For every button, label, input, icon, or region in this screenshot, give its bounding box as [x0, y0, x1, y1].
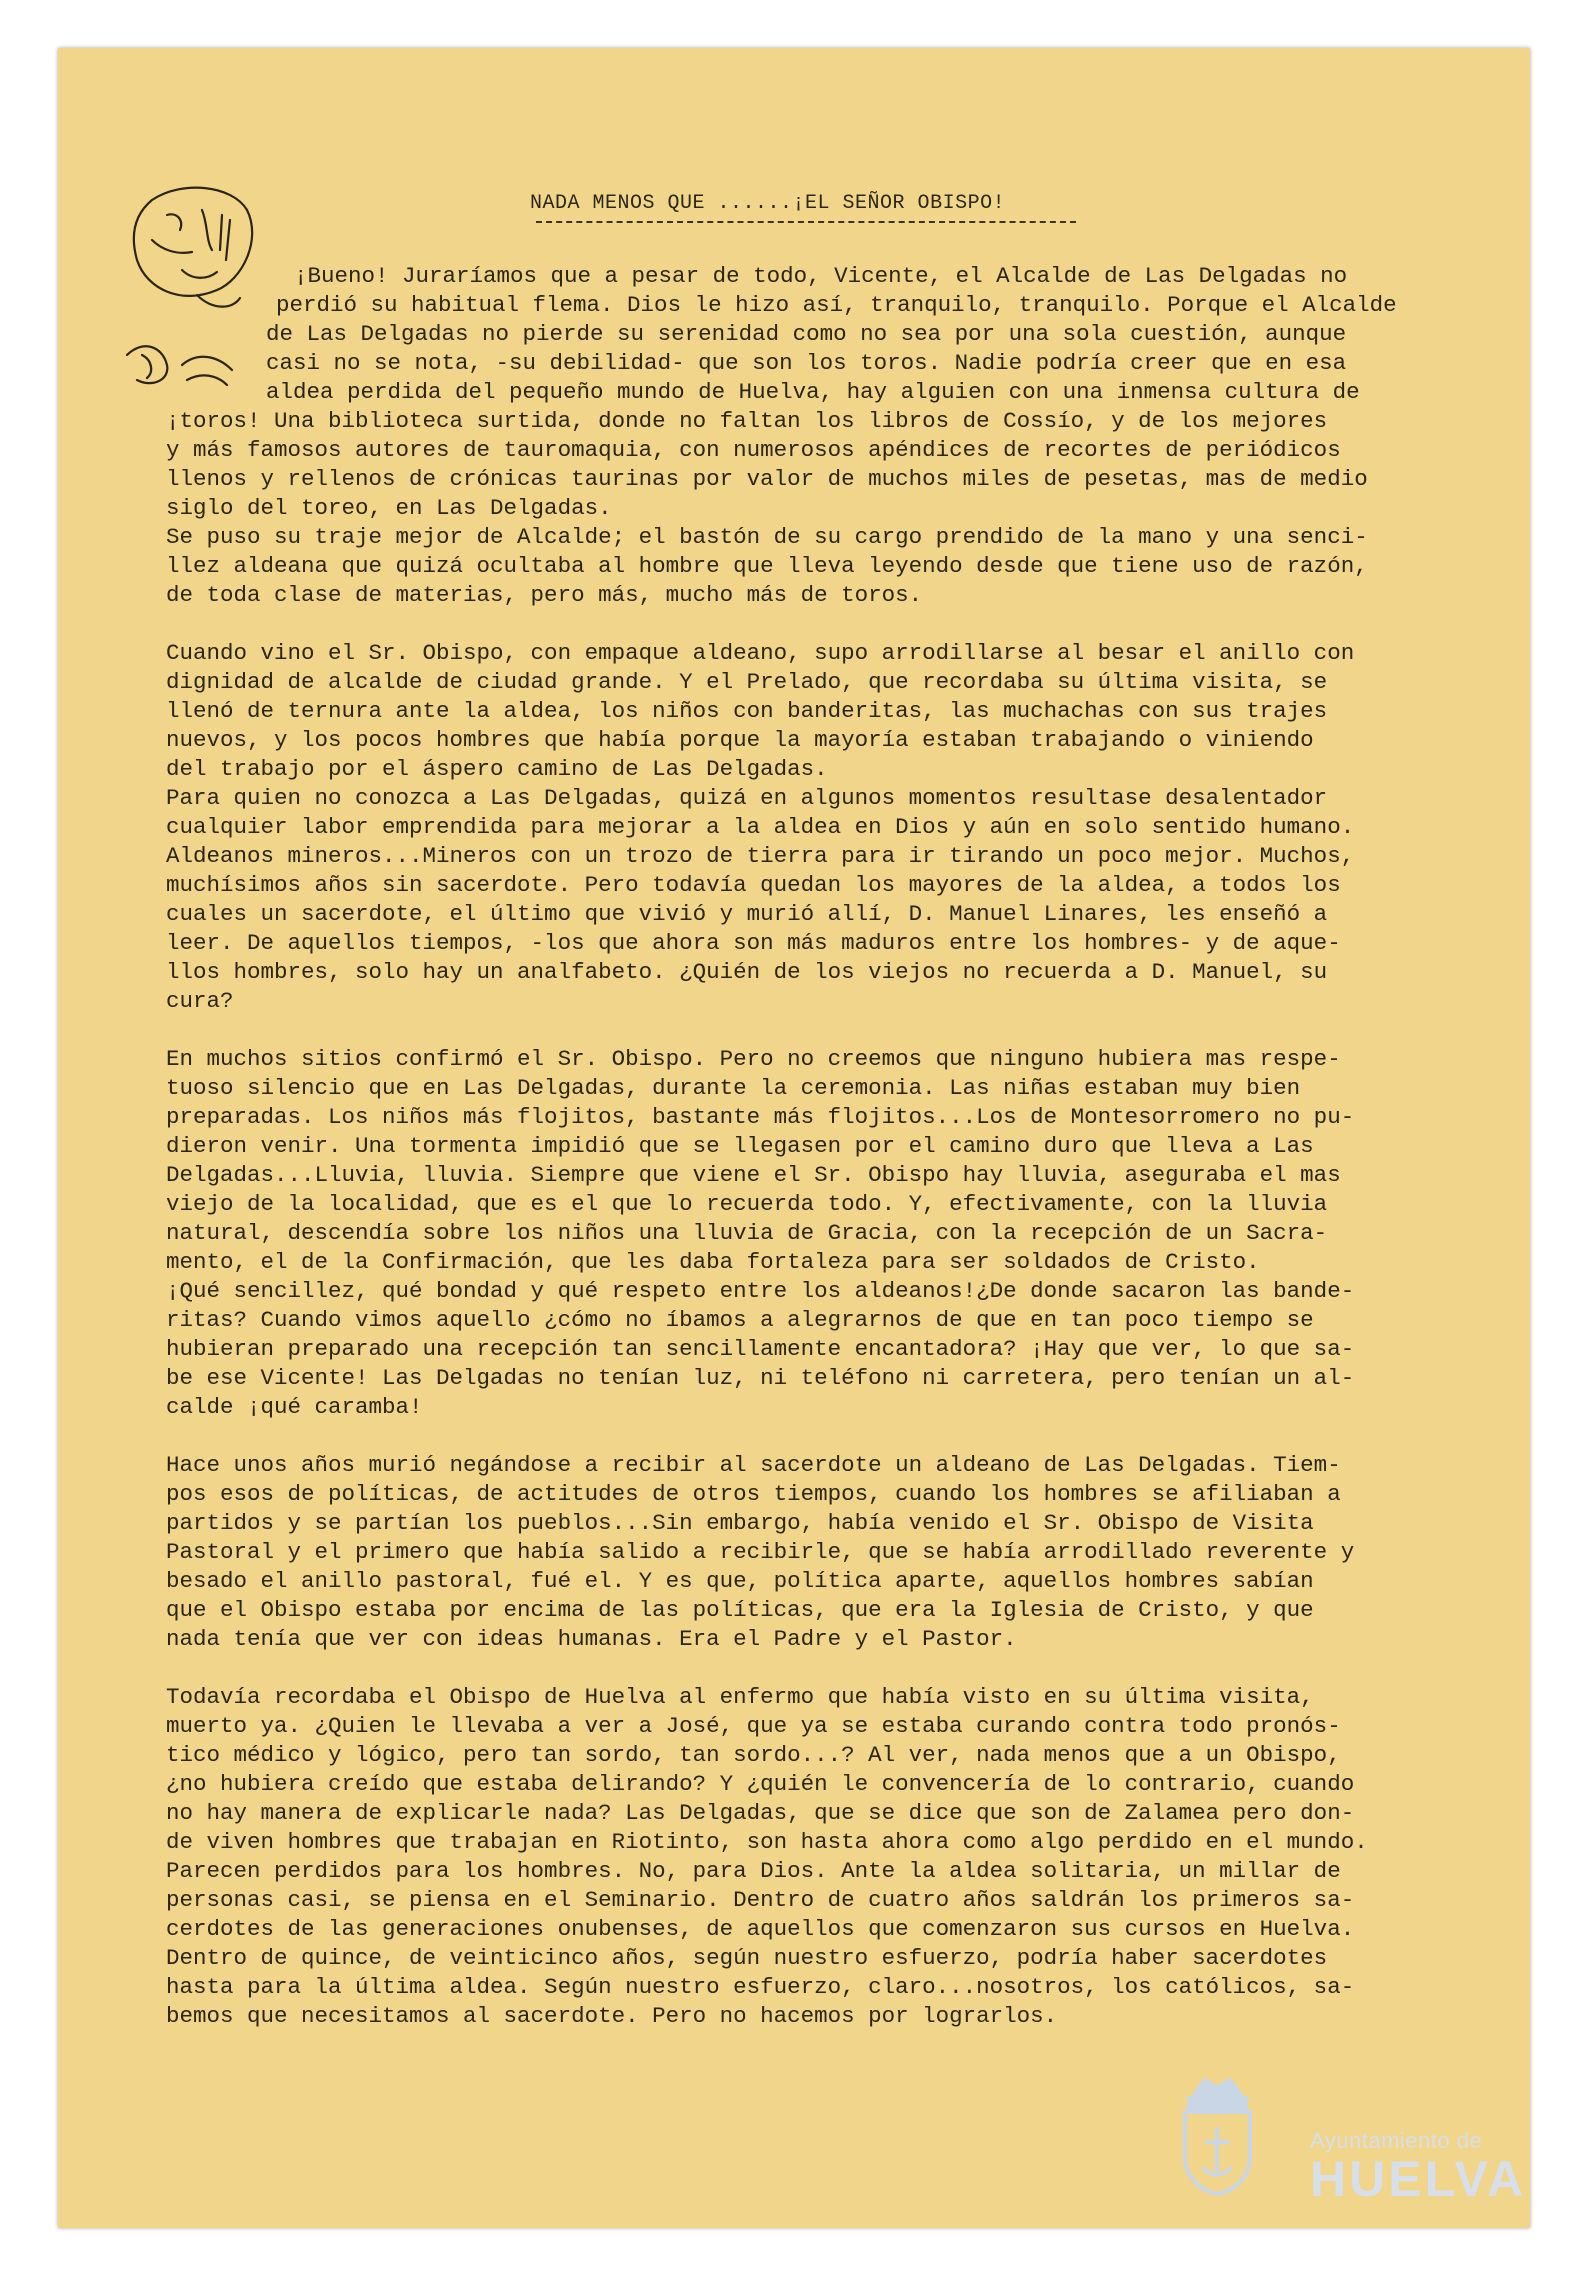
text-line: ¿no hubiera creído que estaba delirando? Y ¿quién le convencería de lo contrario, cuando	[166, 1771, 1355, 1797]
text-line: muerto ya. ¿Quien le llevaba a ver a José, que ya se estaba curando contra todo pronós-	[166, 1713, 1341, 1739]
paragraph-2	[166, 639, 1456, 1016]
text-line: casi no se nota, -su debilidad- que son los toros. Nadie podría creer que en esa	[266, 350, 1347, 376]
paragraph-5	[166, 1683, 1456, 2031]
text-line: cuales un sacerdote, el último que vivió y murió allí, D. Manuel Linares, les enseñó a	[166, 901, 1328, 927]
text-line: cualquier labor emprendida para mejorar a la aldea en Dios y aún en solo sentido humano.	[166, 814, 1355, 840]
text-line: Pastoral y el primero que había salido a recibirle, que se había arrodillado reverente y	[166, 1539, 1355, 1565]
text-line: tuoso silencio que en Las Delgadas, durante la ceremonia. Las niñas estaban muy bien	[166, 1075, 1301, 1101]
text-line: calde ¡qué caramba!	[166, 1394, 423, 1420]
text-line: leer. De aquellos tiempos, -los que ahora son más maduros entre los hombres- y de aque-	[166, 930, 1341, 956]
text-line: cura?	[166, 988, 234, 1014]
text-line: que el Obispo estaba por encima de las políticas, que era la Iglesia de Cristo, y que	[166, 1597, 1314, 1623]
text-line: siglo del toreo, en Las Delgadas.	[166, 495, 612, 521]
text-line: viejo de la localidad, que es el que lo recuerda todo. Y, efectivamente, con la lluvia	[166, 1191, 1328, 1217]
text-line: besado el anillo pastoral, fué el. Y es que, política aparte, aquellos hombres sabían	[166, 1568, 1314, 1594]
text-line: llenó de ternura ante la aldea, los niños con banderitas, las muchachas con sus trajes	[166, 698, 1328, 724]
text-line: nada tenía que ver con ideas humanas. Era el Padre y el Pastor.	[166, 1626, 1017, 1652]
text-line: dignidad de alcalde de ciudad grande. Y el Prelado, que recordaba su última visita, se	[166, 669, 1328, 695]
watermark-line2: HUELVA	[1310, 2151, 1527, 2207]
text-line: mento, el de la Confirmación, que les daba fortaleza para ser soldados de Cristo.	[166, 1249, 1260, 1275]
text-line: Cuando vino el Sr. Obispo, con empaque aldeano, supo arrodillarse al besar el anillo con	[166, 640, 1355, 666]
text-line: Todavía recordaba el Obispo de Huelva al enfermo que había visto en su última visita,	[166, 1684, 1314, 1710]
text-line: personas casi, se piensa en el Seminario. Dentro de cuatro años saldrán los primeros sa-	[166, 1887, 1355, 1913]
text-line: natural, descendía sobre los niños una lluvia de Gracia, con la recepción de un Sacra-	[166, 1220, 1328, 1246]
watermark-line1: Ayuntamiento de	[1310, 2128, 1483, 2153]
document-title: NADA MENOS QUE ......¡EL SEÑOR OBISPO!	[530, 192, 1006, 215]
text-line: llenos y rellenos de crónicas taurinas por valor de muchos miles de pesetas, mas de medio	[166, 466, 1368, 492]
text-line: tico médico y lógico, pero tan sordo, tan sordo...? Al ver, nada menos que a un Obispo,	[166, 1742, 1341, 1768]
text-line: be ese Vicente! Las Delgadas no tenían luz, ni teléfono ni carretera, pero tenían un al-	[166, 1365, 1355, 1391]
title-underline	[536, 221, 1076, 223]
watermark-text	[1310, 2128, 1526, 2208]
text-line: preparadas. Los niños más flojitos, bastante más flojitos...Los de Montesorromero no pu-	[166, 1104, 1355, 1130]
text-line: hubieran preparado una recepción tan sencillamente encantadora? ¡Hay que ver, lo que sa-	[166, 1336, 1355, 1362]
text-line: llos hombres, solo hay un analfabeto. ¿Quién de los viejos no recuerda a D. Manuel, su	[166, 959, 1328, 985]
paragraph-gap	[166, 1016, 1456, 1045]
text-line: del trabajo por el áspero camino de Las Delgadas.	[166, 756, 828, 782]
coat-of-arms-watermark-icon	[1175, 2072, 1260, 2197]
text-line: muchísimos años sin sacerdote. Pero todavía quedan los mayores de la aldea, a todos los	[166, 872, 1341, 898]
text-line: partidos y se partían los pueblos...Sin embargo, había venido el Sr. Obispo de Visita	[166, 1510, 1314, 1536]
text-line: perdió su habitual flema. Dios le hizo así, tranquilo, tranquilo. Porque el Alcalde	[276, 292, 1397, 318]
text-line: de viven hombres que trabajan en Riotinto, son hasta ahora como algo perdido en el mundo.	[166, 1829, 1368, 1855]
text-line: pos esos de políticas, de actitudes de otros tiempos, cuando los hombres se afiliaban a	[166, 1481, 1341, 1507]
text-line: aldea perdida del pequeño mundo de Huelva, hay alguien con una inmensa cultura de	[266, 379, 1360, 405]
text-line: En muchos sitios confirmó el Sr. Obispo. Pero no creemos que ninguno hubiera mas respe-	[166, 1046, 1341, 1072]
text-line: ¡toros! Una biblioteca surtida, donde no faltan los libros de Cossío, y de los mejores	[166, 408, 1328, 434]
text-line: cerdotes de las generaciones onubenses, de aquellos que comenzaron sus cursos en Huelva.	[166, 1916, 1355, 1942]
text-line: ¡Bueno! Juraríamos que a pesar de todo, Vicente, el Alcalde de Las Delgadas no	[294, 263, 1348, 289]
text-line: nuevos, y los pocos hombres que había porque la mayoría estaban trabajando o viniendo	[166, 727, 1314, 753]
text-line: ¡Qué sencillez, qué bondad y qué respeto entre los aldeanos!¿De donde sacaron las bande-	[166, 1278, 1355, 1304]
text-line: y más famosos autores de tauromaquia, con numerosos apéndices de recortes de periódicos	[166, 437, 1341, 463]
text-line: Hace unos años murió negándose a recibir al sacerdote un aldeano de Las Delgadas. Tiem-	[166, 1452, 1341, 1478]
text-line: de Las Delgadas no pierde su serenidad como no sea por una sola cuestión, aunque	[266, 321, 1347, 347]
text-line: dieron venir. Una tormenta impidió que se llegasen por el camino duro que lleva a Las	[166, 1133, 1314, 1159]
paragraph-gap	[166, 1422, 1456, 1451]
paragraph-4	[166, 1451, 1456, 1654]
paragraph-gap	[166, 610, 1456, 639]
document-body	[166, 262, 1456, 2031]
text-line: Para quien no conozca a Las Delgadas, quizá en algunos momentos resultase desalentador	[166, 785, 1328, 811]
text-line: de toda clase de materias, pero más, mucho más de toros.	[166, 582, 923, 608]
text-line: no hay manera de explicarle nada? Las Delgadas, que se dice que son de Zalamea pero don-	[166, 1800, 1355, 1826]
text-line: Se puso su traje mejor de Alcalde; el bastón de su cargo prendido de la mano y una senci-	[166, 524, 1368, 550]
text-line: hasta para la última aldea. Según nuestro esfuerzo, claro...nosotros, los católicos, sa-	[166, 1974, 1355, 2000]
text-line: ritas? Cuando vimos aquello ¿cómo no íbamos a alegrarnos de que en tan poco tiempo se	[166, 1307, 1314, 1333]
paragraph-3	[166, 1045, 1456, 1422]
paragraph-gap	[166, 1654, 1456, 1683]
text-line: Delgadas...Lluvia, lluvia. Siempre que viene el Sr. Obispo hay lluvia, aseguraba el mas	[166, 1162, 1341, 1188]
paragraph-1	[166, 262, 1456, 610]
text-line: llez aldeana que quizá ocultaba al hombre que lleva leyendo desde que tiene uso de razón,	[166, 553, 1368, 579]
text-line: bemos que necesitamos al sacerdote. Pero no hacemos por lograrlos.	[166, 2003, 1058, 2029]
text-line: Dentro de quince, de veinticinco años, según nuestro esfuerzo, podría haber sacerdotes	[166, 1945, 1328, 1971]
text-line: Aldeanos mineros...Mineros con un trozo de tierra para ir tirando un poco mejor. Muchos,	[166, 843, 1355, 869]
text-line: Parecen perdidos para los hombres. No, para Dios. Ante la aldea solitaria, un millar de	[166, 1858, 1341, 1884]
